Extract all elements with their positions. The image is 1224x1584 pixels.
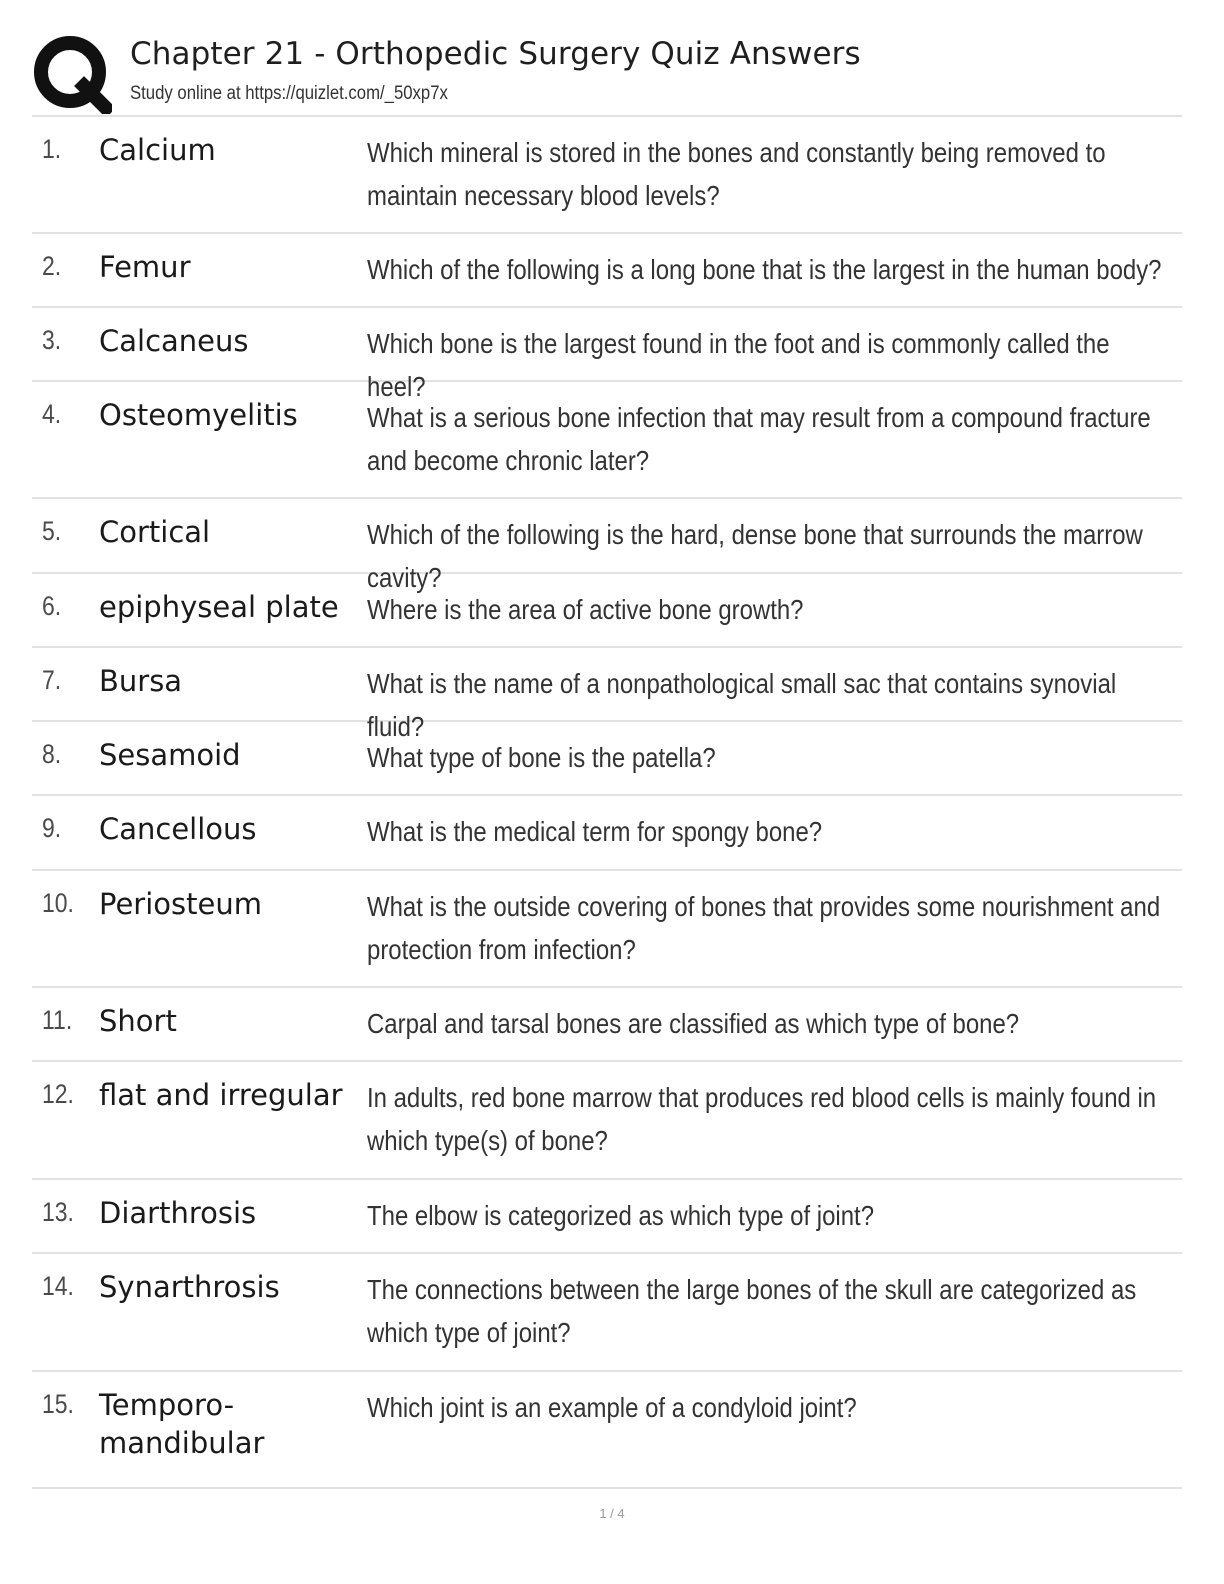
list-item: [32, 871, 1182, 988]
list-item: [32, 1180, 1182, 1254]
item-definition: What is a serious bone infection that may result from a compound fracture and become chronic later?: [367, 402, 1151, 476]
list-item: [32, 1062, 1182, 1180]
list-item: [32, 1372, 1182, 1489]
list-item: [32, 796, 1182, 871]
list-item: [32, 308, 1182, 402]
item-term: Temporo- mandibular: [99, 1388, 265, 1460]
item-number: 11.: [42, 1005, 73, 1035]
item-term: Short: [99, 1004, 177, 1038]
flashcard-list: [32, 117, 1182, 1489]
item-number: 4.: [42, 399, 62, 429]
item-number: 12.: [42, 1079, 74, 1109]
item-term: epiphyseal plate: [99, 590, 339, 624]
item-definition: In adults, red bone marrow that produces red blood cells is mainly found in which type(s) of bone?: [367, 1082, 1157, 1156]
item-number: 10.: [42, 888, 74, 918]
item-term: Cortical: [99, 515, 211, 549]
list-item: [32, 117, 1182, 234]
study-online-link-text[interactable]: Study online at https://quizlet.com/_50xp7x: [130, 83, 448, 104]
item-number: 3.: [42, 325, 62, 355]
list-item: [32, 988, 1182, 1062]
item-term: Diarthrosis: [99, 1196, 257, 1230]
item-definition: The elbow is categorized as which type of joint?: [367, 1200, 875, 1231]
item-term: Sesamoid: [99, 738, 241, 772]
page-header: [32, 30, 1182, 116]
item-number: 6.: [42, 591, 62, 621]
list-item: [32, 382, 1182, 499]
list-item: [32, 234, 1182, 308]
item-definition: The connections between the large bones of the skull are categorized as which type of joint?: [367, 1274, 1137, 1348]
item-definition: Which of the following is the hard, dense bone that surrounds the marrow cavity?: [367, 519, 1143, 593]
item-definition: What is the outside covering of bones that provides some nourishment and protection from infection?: [367, 891, 1161, 965]
list-item: [32, 574, 1182, 648]
item-definition: Which mineral is stored in the bones and constantly being removed to maintain necessary blood levels?: [367, 137, 1106, 211]
item-term: Bursa: [99, 664, 183, 698]
list-item: [32, 722, 1182, 796]
quizlet-q-logo-icon: [32, 34, 112, 114]
item-number: 1.: [42, 134, 62, 164]
item-definition: Where is the area of active bone growth?: [367, 594, 804, 625]
list-item: [32, 1254, 1182, 1372]
item-term: Calcaneus: [99, 324, 249, 358]
item-number: 9.: [42, 813, 62, 843]
item-term: Synarthrosis: [99, 1270, 280, 1304]
item-definition: Carpal and tarsal bones are classified as which type of bone?: [367, 1008, 1020, 1039]
page-number: 1 / 4: [599, 1506, 625, 1521]
item-term: Cancellous: [99, 812, 257, 846]
item-number: 5.: [42, 516, 62, 546]
item-number: 8.: [42, 739, 62, 769]
list-item: [32, 499, 1182, 593]
item-term: Osteomyelitis: [99, 398, 298, 432]
item-term: Calcium: [99, 133, 216, 167]
item-definition: Which joint is an example of a condyloid joint?: [367, 1392, 857, 1423]
item-number: 14.: [42, 1271, 74, 1301]
item-term: Femur: [99, 250, 191, 284]
item-number: 13.: [42, 1197, 74, 1227]
list-item: [32, 648, 1182, 742]
item-number: 2.: [42, 251, 62, 281]
item-number: 7.: [42, 665, 62, 695]
item-definition: What type of bone is the patella?: [367, 742, 716, 773]
item-number: 15.: [42, 1389, 74, 1419]
item-term: flat and irregular: [99, 1078, 343, 1112]
item-definition: What is the name of a nonpathological small sac that contains synovial fluid?: [367, 668, 1117, 742]
page-title: Chapter 21 - Orthopedic Surgery Quiz Answers: [130, 36, 861, 72]
item-definition: Which bone is the largest found in the foot and is commonly called the heel?: [367, 328, 1110, 402]
item-term: Periosteum: [99, 887, 262, 921]
item-definition: What is the medical term for spongy bone?: [367, 816, 823, 847]
item-definition: Which of the following is a long bone that is the largest in the human body?: [367, 254, 1162, 285]
